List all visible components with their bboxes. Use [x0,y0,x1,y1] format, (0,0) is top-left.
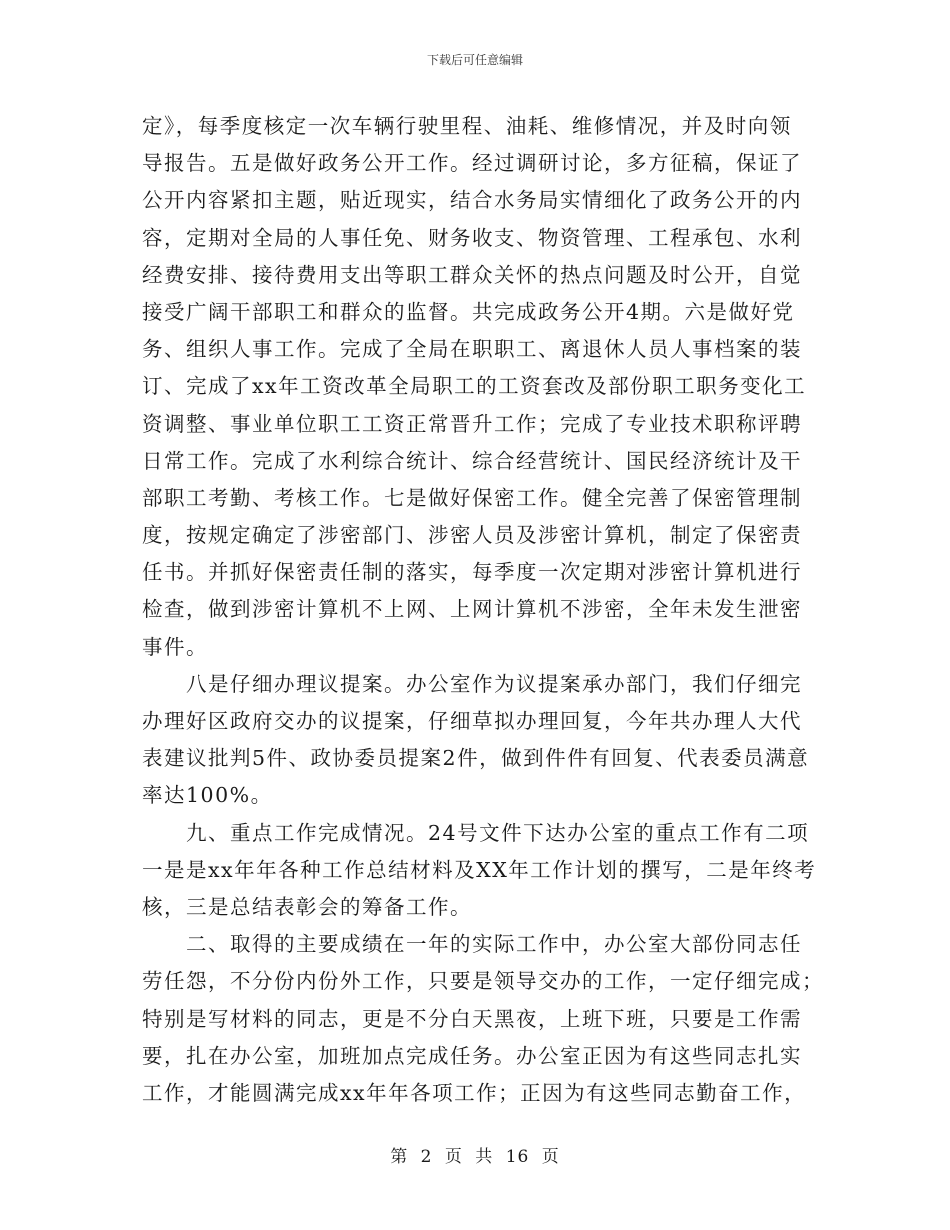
text-line: 度，按规定确定了涉密部门、涉密人员及涉密计算机，制定了保密责 [142,523,802,548]
text-line: 要，扎在办公室，加班加点完成任务。办公室正因为有这些同志扎实 [142,1043,802,1068]
text-line: 定》，每季度核定一次车辆行驶里程、油耗、维修情况，并及时向领 [142,114,792,138]
text-line: 资调整、事业单位职工工资正常晋升工作；完成了专业技术职称评聘 [142,411,802,436]
document-body [142,108,824,1112]
page-number-footer: 第 2 页 共 16 页 [390,1147,560,1167]
paragraph-1 [142,108,810,666]
text-line: 事件。 [142,634,208,659]
text-line: 容，定期对全局的人事任免、财务收支、物资管理、工程承包、水利 [142,225,802,250]
text-line: 经费安排、接待费用支出等职工群众关怀的热点问题及时公开，自觉 [142,262,802,287]
text-line-indented: 九、重点工作完成情况。24号文件下达办公室的重点工作有二项 [186,820,810,845]
text-line: 一是是xx年年各种工作总结材料及XX年工作计划的撰写，二是年终考 [142,857,817,882]
text-line: 劳任怨，不分份内份外工作，只要是领导交办的工作，一定仔细完成； [142,969,824,994]
text-line-indented: 二、取得的主要成绩在一年的实际工作中，办公室大部份同志任 [186,932,802,957]
text-line: 务、组织人事工作。完成了全局在职职工、离退休人员人事档案的装 [142,337,802,362]
text-line: 部职工考勤、考核工作。七是做好保密工作。健全完善了保密管理制 [142,485,802,510]
page-header-note: 下载后可任意编辑 [426,53,523,67]
text-line: 核，三是总结表彰会的筹备工作。 [142,894,472,919]
text-line: 任书。并抓好保密责任制的落实，每季度一次定期对涉密计算机进行 [142,560,802,585]
paragraph-2 [142,666,810,815]
text-line: 订、完成了xx年工资改革全局职工的工资套改及部份职工职务变化工 [142,374,807,399]
text-line-indented: 八是仔细办理议提案。办公室作为议提案承办部门，我们仔细完 [186,671,802,696]
paragraph-3 [142,815,817,927]
text-line: 导报告。五是做好政务公开工作。经过调研讨论，多方征稿，保证了 [142,151,802,176]
text-line: 日常工作。完成了水利综合统计、综合经营统计、国民经济统计及干 [142,448,802,473]
text-line: 表建议批判5件、政协委员提案2件，做到件件有回复、代表委员满意 [142,746,810,771]
text-line: 特别是写材料的同志，更是不分白天黑夜，上班下班，只要是工作需 [142,1006,802,1031]
text-line: 率达100%。 [142,783,273,808]
text-line: 办理好区政府交办的议提案，仔细草拟办理回复，今年共办理人大代 [142,709,802,733]
text-line: 公开内容紧扣主题，贴近现实，结合水务局实情细化了政务公开的内 [142,188,802,213]
text-line: 接受广阔干部职工和群众的监督。共完成政务公开4期。六是做好党 [142,299,795,324]
text-line: 检查，做到涉密计算机不上网、上网计算机不涉密，全年未发生泄密 [142,597,802,622]
text-line: 工作，才能圆满完成xx年年各项工作；正因为有这些同志勤奋工作， [142,1080,807,1105]
paragraph-4 [142,926,824,1112]
